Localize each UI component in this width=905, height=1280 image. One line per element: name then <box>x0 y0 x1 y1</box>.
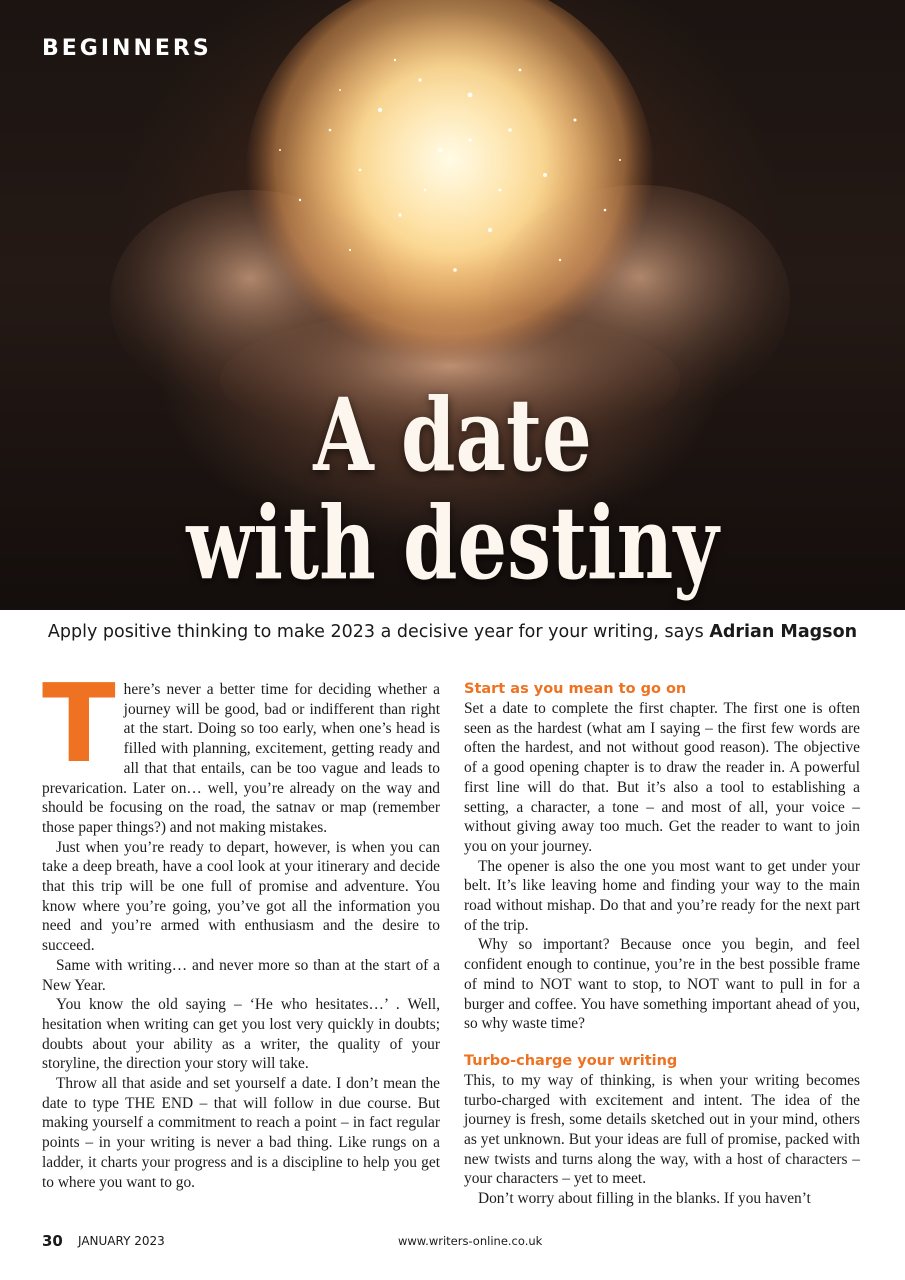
page-footer <box>42 1232 862 1254</box>
paragraph-8: Why so important? Because once you begin, and feel confident enough to continue, you’re in the best possible frame of mind to NOT want to stop, to NOT want to pull in for a burger and coffee. You have something important ahead of you, so why waste time? <box>464 936 860 1033</box>
headline-line-1: A date <box>313 376 592 494</box>
paragraph-6: Set a date to complete the first chapter. The first one is often seen as the hardest (what am I saying – the first few words are often the hardest, and not without good reason). The objective of a good opening chapter is to draw the reader in. A powerful first line will do that. But it’s also a tool to establishing a setting, a character, a tone – and most of all, your voice – without giving away too much. Get the reader to want to join you on your journey. <box>464 700 860 855</box>
website-url: www.writers-online.co.uk <box>398 1234 543 1248</box>
standfirst-lead: Apply positive thinking to make 2023 a decisive year for your writing, says <box>47 622 704 642</box>
issue-date: JANUARY 2023 <box>78 1234 165 1248</box>
article-column-2 <box>464 680 860 1209</box>
page-number: 30 <box>42 1232 63 1250</box>
section-tag: BEGINNERS <box>42 36 212 61</box>
hero-image <box>0 0 905 610</box>
paragraph-10: Don’t worry about filling in the blanks. If you haven’t <box>478 1190 811 1208</box>
paragraph-9: This, to my way of thinking, is when your writing becomes turbo-charged with excitement and intent. The idea of the journey is fresh, some details sketched out in your mind, others as yet unknown. But your ideas are full of promise, packed with new twists and turns along the way, with a host of characters – your characters – yet to meet. <box>464 1071 860 1188</box>
headline-line-2: with destiny <box>186 484 719 602</box>
paragraph-3: Same with writing… and never more so than at the start of a New Year. <box>42 956 440 994</box>
subhead-start: Start as you mean to go on <box>464 681 687 697</box>
paragraph-7: The opener is also the one you most want to get under your belt. It’s like leaving home and finding your way to the main road without mishap. Do that and you’re ready for the next part of the trip. <box>464 857 860 934</box>
standfirst <box>0 622 905 642</box>
paragraph-2: Just when you’re ready to depart, however, is when you can take a deep breath, have a cool look at your itinerary and decide that this trip will be one full of promise and adventure. You know where you’re going, you’ve got all the information you need and you’re armed with enthusiasm and the desire to succeed. <box>42 838 440 955</box>
subhead-turbo: Turbo-charge your writing <box>464 1052 678 1069</box>
article-column-1 <box>42 662 440 1192</box>
author-name: Adrian Magson <box>709 622 858 642</box>
drop-cap: T <box>42 662 116 787</box>
paragraph-4: You know the old saying – ‘He who hesitates…’ . Well, hesitation when writing can get you lost very quickly in doubts; doubts about your ability as a writer, the quality of your storyline, the direction your story will take. <box>42 996 440 1073</box>
paragraph-5: Throw all that aside and set yourself a date. I don’t mean the date to type THE END – that will follow in due course. But making yourself a commitment to reach a point – in fact regular points – in your writing is never a bad thing. Like rungs on a ladder, it charts your progress and is a discipline to help you get to where you want to go. <box>42 1075 440 1191</box>
paragraph-1-text: here’s never a better time for deciding whether a journey will be good, bad or indifferent than right at the start. Doing so too early, when one’s head is filled with planning, excitement, getting ready and all that that entails, can be too vague and leads to prevarication. Later on… well, you’re already on the way and should be focusing on the road, the satnav or map (remember those paper things?) and not making mistakes. <box>42 681 440 836</box>
paragraph-1 <box>42 662 440 838</box>
